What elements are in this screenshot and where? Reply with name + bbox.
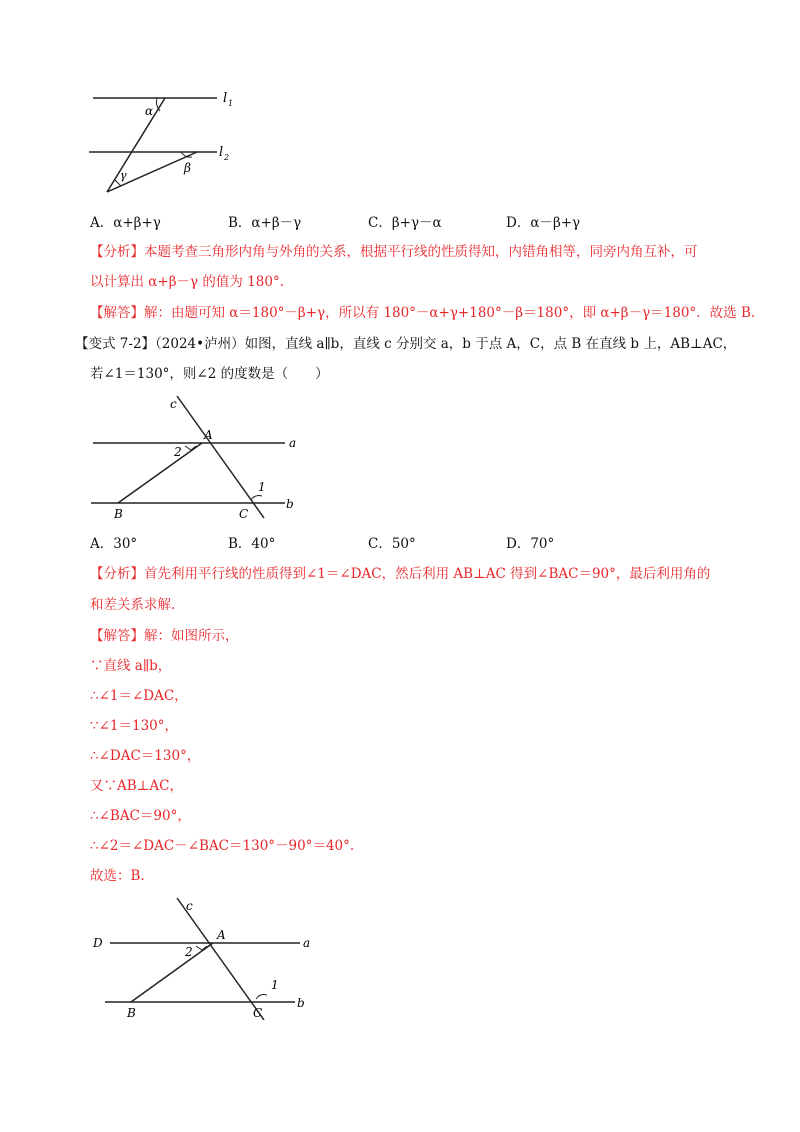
q2-analysis-line2: 和差关系求解. [90,597,176,613]
label-1: 1 [258,480,266,494]
q2-solution-line5: ∴∠DAC＝130°， [90,748,201,764]
label-beta: β [184,161,191,175]
label-A: A [217,928,226,942]
q1-option-a: A．α+β+γ [90,215,161,231]
label-l1-sub: 1 [228,99,234,108]
q1-option-d: D．α－β+γ [506,215,581,231]
q1-solution: 【解答】解：由题可知 α＝180°－β+γ，所以有 180°－α+γ+180°－β＝180°，即 α+β－γ＝180°．故选 B. [90,305,756,321]
figure-variant-7-2 [85,390,315,525]
figure-parallel-lines-triangle [85,85,255,200]
label-b: b [297,996,305,1010]
label-B: B [114,507,123,521]
label-1: 1 [271,978,279,992]
label-a: a [289,436,297,450]
q2-solution-line4: ∵∠1＝130°， [90,718,179,734]
q2-solution-line3: ∴∠1＝∠DAC， [90,688,188,704]
q2-option-a: A．30° [90,536,138,552]
label-alpha: α [145,104,154,118]
label-c: c [186,899,193,913]
q2-option-c: C．50° [368,536,416,552]
label-2: 2 [174,445,182,459]
label-C: C [253,1006,263,1020]
label-A: A [204,428,213,442]
q2-option-b: B．40° [228,536,276,552]
q2-solution-line8: ∴∠2＝∠DAC－∠BAC＝130°－90°＝40°. [90,838,355,854]
q2-stem-line2: 若∠1＝130°，则∠2 的度数是（ ） [90,366,329,382]
label-b: b [286,497,294,511]
q2-stem-line1: 【变式 7-2】（2024•泸州）如图，直线 a∥b，直线 c 分别交 a，b 于点 A，C，点 B 在直线 b 上，AB⊥AC， [75,336,737,352]
label-l1: l [223,91,228,106]
q1-option-c: C．β+γ－α [368,215,442,231]
label-2: 2 [185,945,193,959]
label-B: B [127,1006,136,1020]
label-l2-sub: 2 [224,153,230,162]
label-c: c [170,397,177,411]
label-C: C [239,507,249,521]
label-l2: l [219,145,224,160]
q2-solution-line2: ∵直线 a∥b， [90,658,172,674]
label-D: D [93,936,103,950]
q2-solution-line6: 又∵AB⊥AC， [90,778,183,794]
q2-analysis-line1: 【分析】首先利用平行线的性质得到∠1＝∠DAC，然后利用 AB⊥AC 得到∠BAC＝90°，最后利用角的 [90,566,711,582]
q1-analysis-line1: 【分析】本题考查三角形内角与外角的关系，根据平行线的性质得知，内错角相等，同旁内角互补，可 [90,244,698,260]
q2-solution-line1: 【解答】解：如图所示， [90,628,239,644]
label-a: a [303,936,311,950]
label-gamma: γ [120,169,127,182]
q2-solution-line9: 故选：B. [90,868,145,884]
q1-option-b: B．α+β－γ [228,215,302,231]
q1-analysis-line2: 以计算出 α+β－γ 的值为 180°. [90,274,284,290]
q2-solution-line7: ∴∠BAC＝90°， [90,808,191,824]
figure-solution [85,892,325,1027]
q2-option-d: D．70° [506,536,555,552]
